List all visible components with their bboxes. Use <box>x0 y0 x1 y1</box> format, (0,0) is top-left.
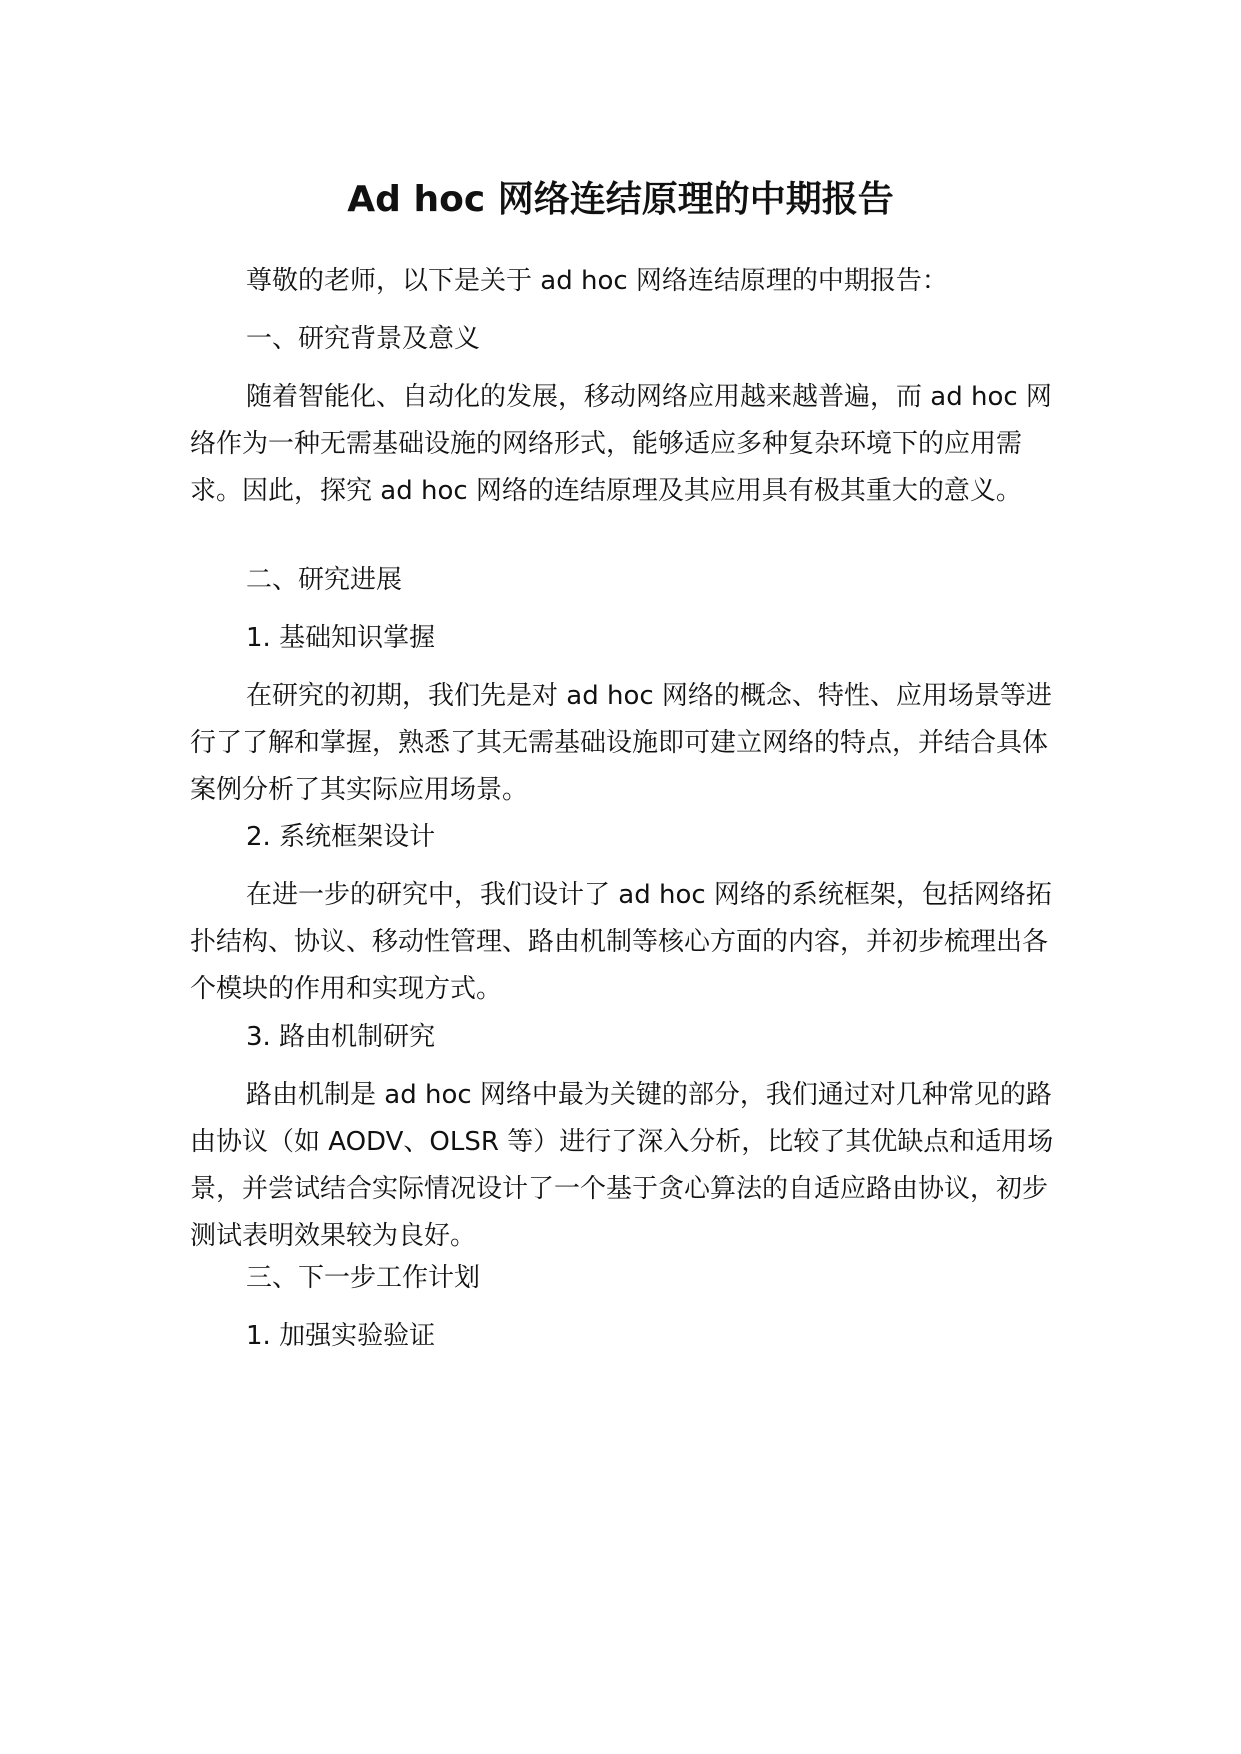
section2-item3-heading: 3. 路由机制研究 <box>246 1022 436 1052</box>
section2-item2-paragraph: 在进一步的研究中，我们设计了 ad hoc 网络的系统框架，包括网络拓扑结构、协议、移动性管理、路由机制等核心方面的内容，并初步梳理出各个模块的作用和实现方式。 <box>190 880 1052 1004</box>
section1-paragraph: 随着智能化、自动化的发展，移动网络应用越来越普遍，而 ad hoc 网络作为一种无需基础设施的网络形式，能够适应多种复杂环境下的应用需求。因此，探究 ad hoc 网络的连结原理及其应用具有极其重大的意义。 <box>190 382 1052 506</box>
section3-item1-heading: 1. 加强实验验证 <box>246 1321 436 1351</box>
document-title: Ad hoc 网络连结原理的中期报告 <box>347 179 894 220</box>
section2-item2-heading: 2. 系统框架设计 <box>246 822 436 852</box>
greeting-paragraph: 尊敬的老师，以下是关于 ad hoc 网络连结原理的中期报告： <box>246 266 948 296</box>
section2-item1-heading: 1. 基础知识掌握 <box>246 623 436 653</box>
section2-item1-paragraph: 在研究的初期，我们先是对 ad hoc 网络的概念、特性、应用场景等进行了了解和掌握，熟悉了其无需基础设施即可建立网络的特点，并结合具体案例分析了其实际应用场景。 <box>190 681 1052 805</box>
section3-heading: 三、下一步工作计划 <box>246 1263 481 1293</box>
section2-item3-paragraph: 路由机制是 ad hoc 网络中最为关键的部分，我们通过对几种常见的路由协议（如 AODV、OLSR 等）进行了深入分析，比较了其优缺点和适用场景，并尝试结合实际情况设计了一个基于贪心算法的自适应路由协议，初步测试表明效果较为良好。 <box>190 1080 1054 1251</box>
section2-heading: 二、研究进展 <box>246 565 403 595</box>
section1-heading: 一、研究背景及意义 <box>246 324 481 354</box>
